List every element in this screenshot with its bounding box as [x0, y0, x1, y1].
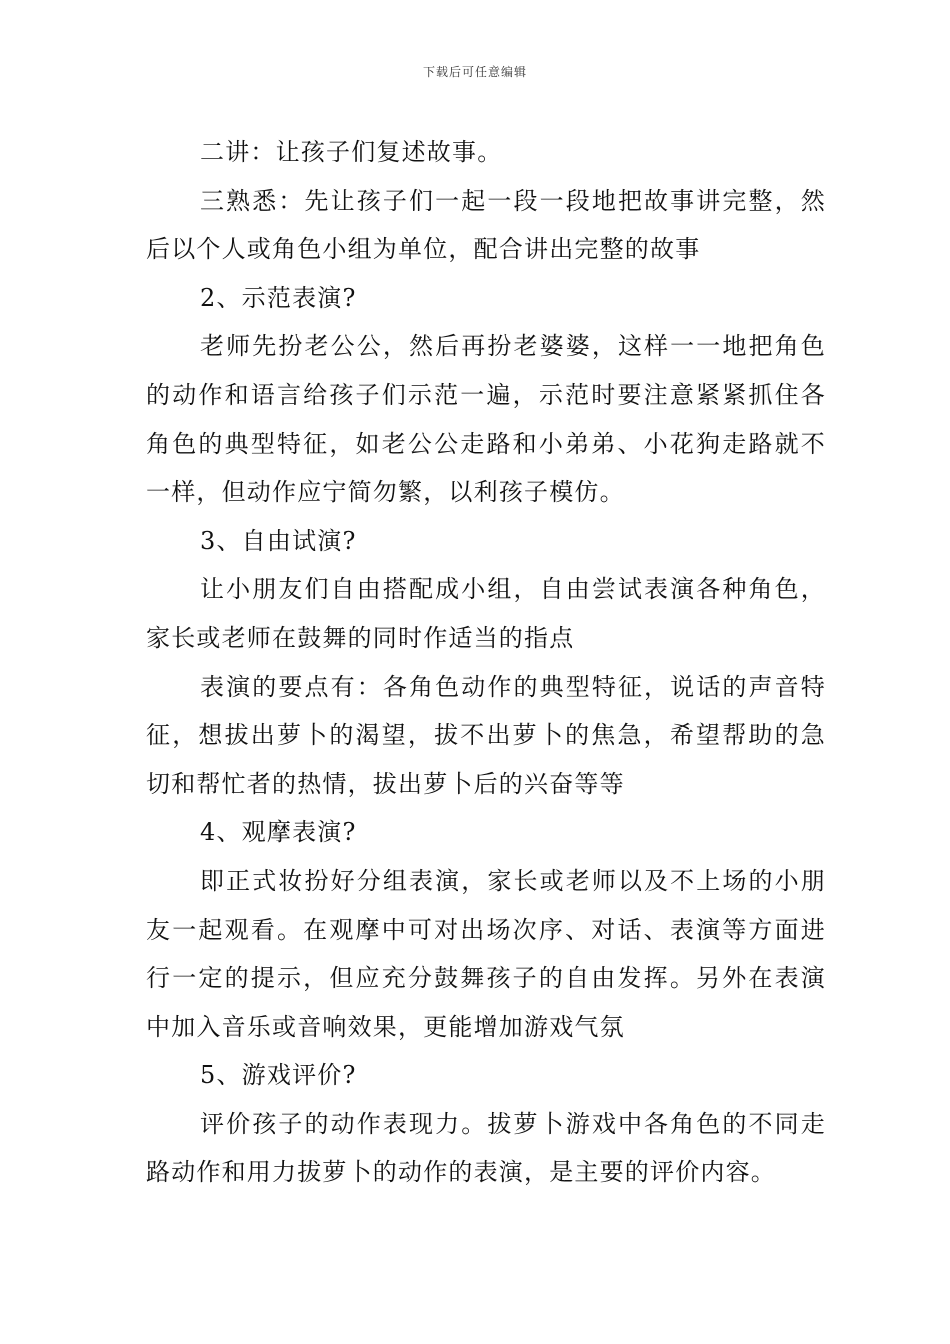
- heading-game-evaluation: 5、游戏评价?: [200, 1061, 357, 1090]
- paragraph-game-evaluation: 评价孩子的动作表现力。拔萝卜游戏中各角色的不同走路动作和用力拔萝卜的动作的表演，是主要的评价内容。: [146, 1109, 826, 1187]
- heading-observe-performance: 4、观摩表演?: [200, 818, 357, 847]
- heading-demo-performance: 2、示范表演?: [200, 283, 357, 312]
- paragraph-demo-performance: 老师先扮老公公，然后再扮老婆婆，这样一一地把角色的动作和语言给孩子们示范一遍，示范时要注意紧紧抓住各角色的典型特征，如老公公走路和小弟弟、小花狗走路就不一样，但动作应宁简勿繁，以利孩子模仿。: [146, 332, 826, 507]
- paragraph-free-trial: 让小朋友们自由搭配成小组，自由尝试表演各种角色，家长或老师在鼓舞的同时作适当的指点: [146, 575, 826, 652]
- paragraph-familiarize: 三熟悉：先让孩子们一起一段一段地把故事讲完整，然后以个人或角色小组为单位，配合讲出完整的故事: [146, 186, 826, 264]
- heading-free-trial: 3、自由试演?: [200, 526, 357, 555]
- paragraph-performance-points: 表演的要点有：各角色动作的典型特征，说话的声音特征，想拔出萝卜的渴望，拔不出萝卜的焦急，希望帮助的急切和帮忙者的热情，拔出萝卜后的兴奋等等: [146, 672, 826, 798]
- document-body: [146, 128, 826, 1197]
- paragraph-retell: 二讲：让孩子们复述故事。: [200, 138, 503, 166]
- page-header: 下载后可任意编辑: [422, 65, 527, 79]
- paragraph-observe-performance: 即正式妆扮好分组表演，家长或老师以及不上场的小朋友一起观看。在观摩中可对出场次序、对话、表演等方面进行一定的提示，但应充分鼓舞孩子的自由发挥。另外在表演中加入音乐或音响效果，更能增加游戏气氛: [146, 866, 826, 1041]
